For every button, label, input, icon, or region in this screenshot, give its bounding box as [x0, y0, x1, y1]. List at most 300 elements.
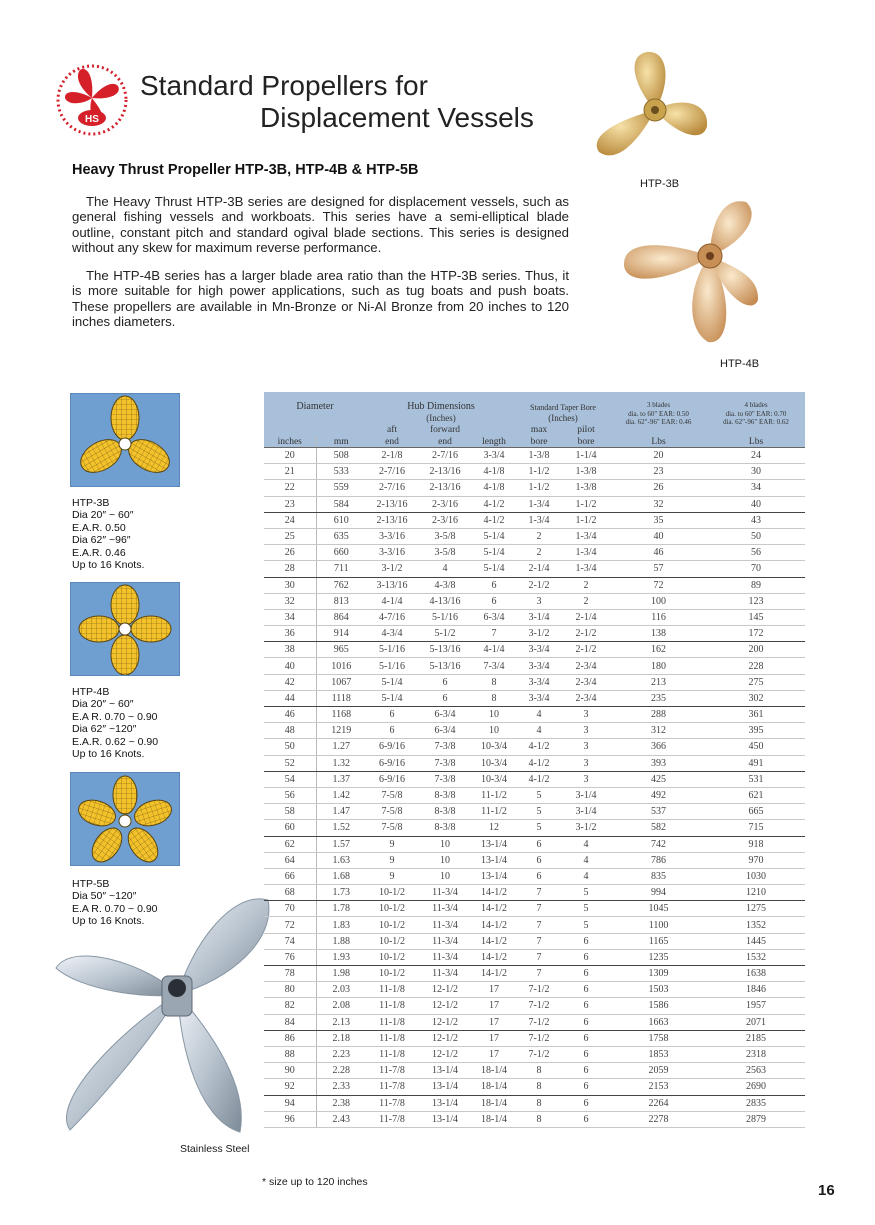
- table-cell: 1067: [316, 674, 366, 690]
- table-cell: 2-3/4: [562, 658, 610, 674]
- table-cell: 60: [264, 820, 316, 836]
- table-cell: 4: [562, 852, 610, 868]
- table-cell: 40: [610, 528, 707, 544]
- table-cell: 11-7/8: [366, 1111, 418, 1127]
- page-title-line2: Displacement Vessels: [260, 102, 534, 133]
- table-cell: 17: [472, 1014, 516, 1030]
- table-cell: 6: [562, 1095, 610, 1111]
- table-cell: 10-1/2: [366, 885, 418, 901]
- table-cell: 2-1/4: [562, 609, 610, 625]
- table-cell: 2: [562, 577, 610, 593]
- table-cell: 6-3/4: [418, 707, 472, 723]
- footnote: * size up to 120 inches: [262, 1176, 368, 1188]
- table-cell: 66: [264, 868, 316, 884]
- table-cell: 80: [264, 982, 316, 998]
- table-cell: 2.33: [316, 1079, 366, 1095]
- table-cell: 14-1/2: [472, 966, 516, 982]
- table-cell: 994: [610, 885, 707, 901]
- logo-text: HS: [85, 114, 99, 125]
- table-cell: 2059: [610, 1063, 707, 1079]
- table-cell: 7-5/8: [366, 787, 418, 803]
- table-cell: 5: [516, 804, 562, 820]
- table-cell: 8: [516, 1063, 562, 1079]
- table-cell: 10-1/2: [366, 917, 418, 933]
- spec-line: Dia 20″ ~ 60″: [72, 509, 134, 522]
- table-cell: 1758: [610, 1030, 707, 1046]
- table-cell: 3-3/4: [516, 658, 562, 674]
- table-cell: 6: [366, 723, 418, 739]
- table-cell: 2-13/16: [366, 496, 418, 512]
- table-cell: 138: [610, 626, 707, 642]
- table-cell: 1-3/8: [562, 480, 610, 496]
- table-cell: 17: [472, 998, 516, 1014]
- table-cell: 2-1/2: [562, 626, 610, 642]
- table-row: [264, 852, 805, 868]
- header-3-blades: [610, 392, 707, 436]
- table-cell: 10: [418, 836, 472, 852]
- table-row: [264, 464, 805, 480]
- table-cell: 1-3/4: [562, 545, 610, 561]
- table-cell: 78: [264, 966, 316, 982]
- table-cell: 6-9/16: [366, 755, 418, 771]
- table-cell: 1.78: [316, 901, 366, 917]
- table-cell: 1.52: [316, 820, 366, 836]
- table-cell: 94: [264, 1095, 316, 1111]
- header-hub-unit: (Inches): [366, 412, 516, 424]
- header-lbs-3-blades: Lbs: [610, 436, 707, 448]
- htp-3b-photo: [585, 48, 715, 178]
- htp-4b-photo: [612, 196, 762, 348]
- table-cell: 4-3/4: [366, 626, 418, 642]
- table-cell: 275: [707, 674, 805, 690]
- table-row: [264, 966, 805, 982]
- table-cell: 1.42: [316, 787, 366, 803]
- table-row: [264, 448, 805, 464]
- table-cell: 425: [610, 771, 707, 787]
- table-cell: 1503: [610, 982, 707, 998]
- table-cell: 2: [516, 528, 562, 544]
- table-cell: 3-1/2: [366, 561, 418, 577]
- table-cell: 38: [264, 642, 316, 658]
- table-row: [264, 901, 805, 917]
- table-cell: 4-3/8: [418, 577, 472, 593]
- table-cell: 4-1/2: [516, 755, 562, 771]
- table-cell: 11-7/8: [366, 1095, 418, 1111]
- table-cell: 17: [472, 982, 516, 998]
- table-cell: 22: [264, 480, 316, 496]
- table-cell: 7: [516, 949, 562, 965]
- table-cell: 582: [610, 820, 707, 836]
- table-cell: 6: [562, 998, 610, 1014]
- table-cell: 2-13/16: [418, 480, 472, 496]
- table-cell: 2-3/4: [562, 674, 610, 690]
- table-cell: 6: [418, 690, 472, 706]
- stainless-steel-propeller-photo: [40, 870, 280, 1152]
- table-cell: 3-1/4: [562, 787, 610, 803]
- table-cell: 5-1/4: [366, 690, 418, 706]
- propeller-dimension-table: [264, 392, 805, 1128]
- table-cell: 96: [264, 1111, 316, 1127]
- table-cell: 3-1/2: [562, 820, 610, 836]
- spec-line: Up to 16 Knots.: [72, 559, 145, 572]
- table-cell: 533: [316, 464, 366, 480]
- table-cell: 11-1/8: [366, 982, 418, 998]
- table-cell: 57: [610, 561, 707, 577]
- table-cell: 3: [562, 755, 610, 771]
- table-cell: 6-3/4: [418, 723, 472, 739]
- table-cell: 711: [316, 561, 366, 577]
- table-row: [264, 642, 805, 658]
- table-cell: 1.63: [316, 852, 366, 868]
- table-cell: 6: [366, 707, 418, 723]
- table-cell: 72: [610, 577, 707, 593]
- htp-4b-blade-outline-image: [70, 582, 180, 676]
- table-cell: 635: [316, 528, 366, 544]
- htp-3b-spec-list: [72, 497, 144, 571]
- table-cell: 1118: [316, 690, 366, 706]
- table-cell: 4: [562, 836, 610, 852]
- table-cell: 7-3/4: [472, 658, 516, 674]
- table-cell: 23: [610, 464, 707, 480]
- table-cell: 6-9/16: [366, 739, 418, 755]
- table-cell: 26: [264, 545, 316, 561]
- table-cell: 6-9/16: [366, 771, 418, 787]
- table-cell: 1.57: [316, 836, 366, 852]
- table-cell: 10-1/2: [366, 949, 418, 965]
- table-cell: 8: [472, 690, 516, 706]
- table-cell: 1.93: [316, 949, 366, 965]
- table-cell: 1.37: [316, 771, 366, 787]
- table-cell: 1.68: [316, 868, 366, 884]
- table-cell: 10-1/2: [366, 901, 418, 917]
- table-row: [264, 707, 805, 723]
- table-cell: 40: [707, 496, 805, 512]
- table-cell: 4-7/16: [366, 609, 418, 625]
- table-cell: 1-3/8: [516, 448, 562, 464]
- table-cell: 7-1/2: [516, 982, 562, 998]
- header-diameter: Diameter: [264, 392, 366, 412]
- table-cell: 10-3/4: [472, 739, 516, 755]
- table-cell: 2071: [707, 1014, 805, 1030]
- table-row: [264, 1095, 805, 1111]
- table-cell: 7: [472, 626, 516, 642]
- table-cell: 62: [264, 836, 316, 852]
- table-cell: 665: [707, 804, 805, 820]
- table-cell: 715: [707, 820, 805, 836]
- table-cell: 1663: [610, 1014, 707, 1030]
- spec-line: HTP-5B: [72, 878, 110, 890]
- table-cell: 4-1/2: [472, 496, 516, 512]
- table-cell: 1030: [707, 868, 805, 884]
- table-row: [264, 739, 805, 755]
- table-cell: 4: [562, 868, 610, 884]
- table-row: [264, 836, 805, 852]
- table-cell: 2835: [707, 1095, 805, 1111]
- table-cell: 450: [707, 739, 805, 755]
- table-cell: 5: [516, 787, 562, 803]
- header-hub-dimensions: Hub Dimensions: [366, 392, 516, 412]
- table-cell: 6: [562, 1079, 610, 1095]
- section-subtitle: Heavy Thrust Propeller HTP-3B, HTP-4B & HTP-5B: [72, 162, 419, 178]
- table-cell: 2185: [707, 1030, 805, 1046]
- table-cell: 11-1/2: [472, 804, 516, 820]
- table-cell: 6: [562, 966, 610, 982]
- table-cell: 25: [264, 528, 316, 544]
- table-cell: 1165: [610, 933, 707, 949]
- table-cell: 7-3/8: [418, 771, 472, 787]
- table-cell: 11-7/8: [366, 1063, 418, 1079]
- table-cell: 3-3/4: [516, 674, 562, 690]
- table-cell: 1638: [707, 966, 805, 982]
- table-row: [264, 998, 805, 1014]
- table-cell: 200: [707, 642, 805, 658]
- table-cell: 180: [610, 658, 707, 674]
- header-pilot: pilot: [562, 424, 610, 436]
- table-cell: 123: [707, 593, 805, 609]
- table-cell: 11-3/4: [418, 933, 472, 949]
- header-forward: forward: [418, 424, 472, 436]
- table-cell: 1846: [707, 982, 805, 998]
- table-row: [264, 982, 805, 998]
- table-cell: 3-3/16: [366, 545, 418, 561]
- table-cell: 3-1/4: [562, 804, 610, 820]
- table-cell: 7-3/8: [418, 739, 472, 755]
- table-cell: 2-13/16: [418, 464, 472, 480]
- spec-line: HTP-3B: [72, 497, 110, 509]
- table-cell: 1-3/4: [562, 561, 610, 577]
- table-cell: 2-13/16: [366, 512, 418, 528]
- table-body: [264, 448, 805, 1128]
- table-cell: 56: [264, 787, 316, 803]
- table-cell: 2-7/16: [366, 464, 418, 480]
- table-cell: 42: [264, 674, 316, 690]
- table-cell: 13-1/4: [418, 1079, 472, 1095]
- table-cell: 10-3/4: [472, 771, 516, 787]
- table-cell: 1016: [316, 658, 366, 674]
- table-cell: 5-1/4: [472, 561, 516, 577]
- table-cell: 100: [610, 593, 707, 609]
- table-row: [264, 545, 805, 561]
- table-row: [264, 1046, 805, 1062]
- table-cell: 8: [516, 1111, 562, 1127]
- table-cell: 13-1/4: [418, 1111, 472, 1127]
- table-cell: 4-1/2: [516, 739, 562, 755]
- table-cell: 13-1/4: [472, 852, 516, 868]
- table-cell: 1-3/4: [562, 528, 610, 544]
- table-row: [264, 577, 805, 593]
- table-cell: 12-1/2: [418, 1014, 472, 1030]
- table-cell: 2.43: [316, 1111, 366, 1127]
- table-cell: 24: [707, 448, 805, 464]
- table-cell: 172: [707, 626, 805, 642]
- table-cell: 17: [472, 1030, 516, 1046]
- intro-paragraph-1: The Heavy Thrust HTP-3B series are designed for displacement vessels, such as general fishing vessels and workboats. This series have a semi-elliptical blade outline, constant pitch and standard ogival blade sections. This series is designed without any skew for maximum reverse performance.: [72, 194, 569, 256]
- table-cell: 537: [610, 804, 707, 820]
- table-cell: 1210: [707, 885, 805, 901]
- table-cell: 14-1/2: [472, 949, 516, 965]
- table-cell: 2-7/16: [418, 448, 472, 464]
- table-cell: 3: [562, 739, 610, 755]
- table-cell: 7: [516, 901, 562, 917]
- table-cell: 74: [264, 933, 316, 949]
- table-cell: 7: [516, 917, 562, 933]
- table-cell: 20: [264, 448, 316, 464]
- header-max-bore: bore: [516, 436, 562, 448]
- table-cell: 70: [707, 561, 805, 577]
- table-cell: 18-1/4: [472, 1095, 516, 1111]
- table-cell: 2278: [610, 1111, 707, 1127]
- table-row: [264, 771, 805, 787]
- table-cell: 1309: [610, 966, 707, 982]
- table-cell: 1-3/8: [562, 464, 610, 480]
- table-cell: 7: [516, 933, 562, 949]
- table-cell: 11-3/4: [418, 917, 472, 933]
- table-cell: 4: [516, 723, 562, 739]
- table-cell: 288: [610, 707, 707, 723]
- table-cell: 6: [562, 1014, 610, 1030]
- table-cell: 84: [264, 1014, 316, 1030]
- table-cell: 11-1/2: [472, 787, 516, 803]
- table-cell: 7-1/2: [516, 1046, 562, 1062]
- table-cell: 7-5/8: [366, 820, 418, 836]
- table-cell: 10: [472, 707, 516, 723]
- table-cell: 559: [316, 480, 366, 496]
- intro-paragraph-2: The HTP-4B series has a larger blade area ratio than the HTP-3B series. Thus, it is more suitable for high power applications, such as tug boats and push boats. These propellers are available in Mn-Bronze or Ni-Al Bronze from 20 inches to 120 inches diameters.: [72, 268, 569, 330]
- table-row: [264, 787, 805, 803]
- table-cell: 2-7/16: [366, 480, 418, 496]
- table-cell: 5: [562, 885, 610, 901]
- table-cell: 2-1/8: [366, 448, 418, 464]
- table-cell: 3-13/16: [366, 577, 418, 593]
- spec-line: Up to 16 Knots.: [72, 915, 145, 928]
- table-row: [264, 626, 805, 642]
- table-cell: 12: [472, 820, 516, 836]
- table-cell: 492: [610, 787, 707, 803]
- table-cell: 2264: [610, 1095, 707, 1111]
- table-cell: 11-3/4: [418, 949, 472, 965]
- table-cell: 46: [264, 707, 316, 723]
- table-cell: 1.27: [316, 739, 366, 755]
- spec-line: Dia 62″ ~96″: [72, 534, 131, 547]
- table-cell: 1100: [610, 917, 707, 933]
- table-cell: 7-1/2: [516, 1014, 562, 1030]
- table-cell: 8: [516, 1079, 562, 1095]
- table-row: [264, 1079, 805, 1095]
- table-cell: 20: [610, 448, 707, 464]
- table-cell: 92: [264, 1079, 316, 1095]
- table-row: [264, 755, 805, 771]
- table-cell: 1586: [610, 998, 707, 1014]
- spec-line: Dia 50″ ~120″: [72, 890, 137, 903]
- table-cell: 18-1/4: [472, 1111, 516, 1127]
- table-cell: 12-1/2: [418, 998, 472, 1014]
- table-cell: 11-3/4: [418, 901, 472, 917]
- header-lbs-4-blades: Lbs: [707, 436, 805, 448]
- table-cell: 11-1/8: [366, 1014, 418, 1030]
- table-cell: 5-13/16: [418, 642, 472, 658]
- table-cell: 4-1/4: [366, 593, 418, 609]
- table-cell: 64: [264, 852, 316, 868]
- table-cell: 5-1/4: [366, 674, 418, 690]
- table-cell: 68: [264, 885, 316, 901]
- table-cell: 10: [418, 852, 472, 868]
- table-cell: 18-1/4: [472, 1063, 516, 1079]
- table-cell: 30: [264, 577, 316, 593]
- table-cell: 13-1/4: [472, 836, 516, 852]
- table-cell: 1957: [707, 998, 805, 1014]
- table-cell: 213: [610, 674, 707, 690]
- table-cell: 5: [562, 917, 610, 933]
- table-row: [264, 528, 805, 544]
- table-cell: 6: [562, 1111, 610, 1127]
- table-row: [264, 480, 805, 496]
- table-cell: 2.23: [316, 1046, 366, 1062]
- table-cell: 13-1/4: [472, 868, 516, 884]
- page-number: 16: [818, 1182, 835, 1199]
- table-cell: 2-1/2: [516, 577, 562, 593]
- table-cell: 2.28: [316, 1063, 366, 1079]
- table-row: [264, 674, 805, 690]
- table-cell: 32: [610, 496, 707, 512]
- table-cell: 24: [264, 512, 316, 528]
- table-row: [264, 658, 805, 674]
- table-cell: 312: [610, 723, 707, 739]
- table-cell: 36: [264, 626, 316, 642]
- table-cell: 26: [610, 480, 707, 496]
- table-cell: 1.98: [316, 966, 366, 982]
- table-cell: 145: [707, 609, 805, 625]
- header-pilot-bore: bore: [562, 436, 610, 448]
- table-cell: 1168: [316, 707, 366, 723]
- table-cell: 3: [562, 723, 610, 739]
- table-cell: 162: [610, 642, 707, 658]
- table-cell: 12-1/2: [418, 1030, 472, 1046]
- table-cell: 10: [418, 868, 472, 884]
- table-cell: 1853: [610, 1046, 707, 1062]
- table-cell: 3-3/4: [516, 642, 562, 658]
- table-row: [264, 593, 805, 609]
- table-cell: 1532: [707, 949, 805, 965]
- table-cell: 3: [562, 771, 610, 787]
- table-cell: 6: [562, 1063, 610, 1079]
- table-cell: 3-3/16: [366, 528, 418, 544]
- table-cell: 8-3/8: [418, 820, 472, 836]
- table-cell: 864: [316, 609, 366, 625]
- table-cell: 21: [264, 464, 316, 480]
- table-cell: 5-1/2: [418, 626, 472, 642]
- table-cell: 18-1/4: [472, 1079, 516, 1095]
- table-cell: 584: [316, 496, 366, 512]
- table-cell: 6: [562, 949, 610, 965]
- table-cell: 2-3/4: [562, 690, 610, 706]
- table-cell: 302: [707, 690, 805, 706]
- table-cell: 3: [516, 593, 562, 609]
- table-cell: 1352: [707, 917, 805, 933]
- table-row: [264, 949, 805, 965]
- table-cell: 7-5/8: [366, 804, 418, 820]
- table-cell: 8-3/8: [418, 804, 472, 820]
- table-cell: 4-1/2: [516, 771, 562, 787]
- table-cell: 4-13/16: [418, 593, 472, 609]
- table-cell: 6: [418, 674, 472, 690]
- table-cell: 5-1/4: [472, 545, 516, 561]
- table-cell: 11-1/8: [366, 998, 418, 1014]
- table-row: [264, 1014, 805, 1030]
- header-aft-end: end: [366, 436, 418, 448]
- header-3-blades-ear2: dia. 62"-96" EAR: 0.46: [625, 418, 692, 427]
- table-cell: 3-3/4: [516, 690, 562, 706]
- table-cell: 2.13: [316, 1014, 366, 1030]
